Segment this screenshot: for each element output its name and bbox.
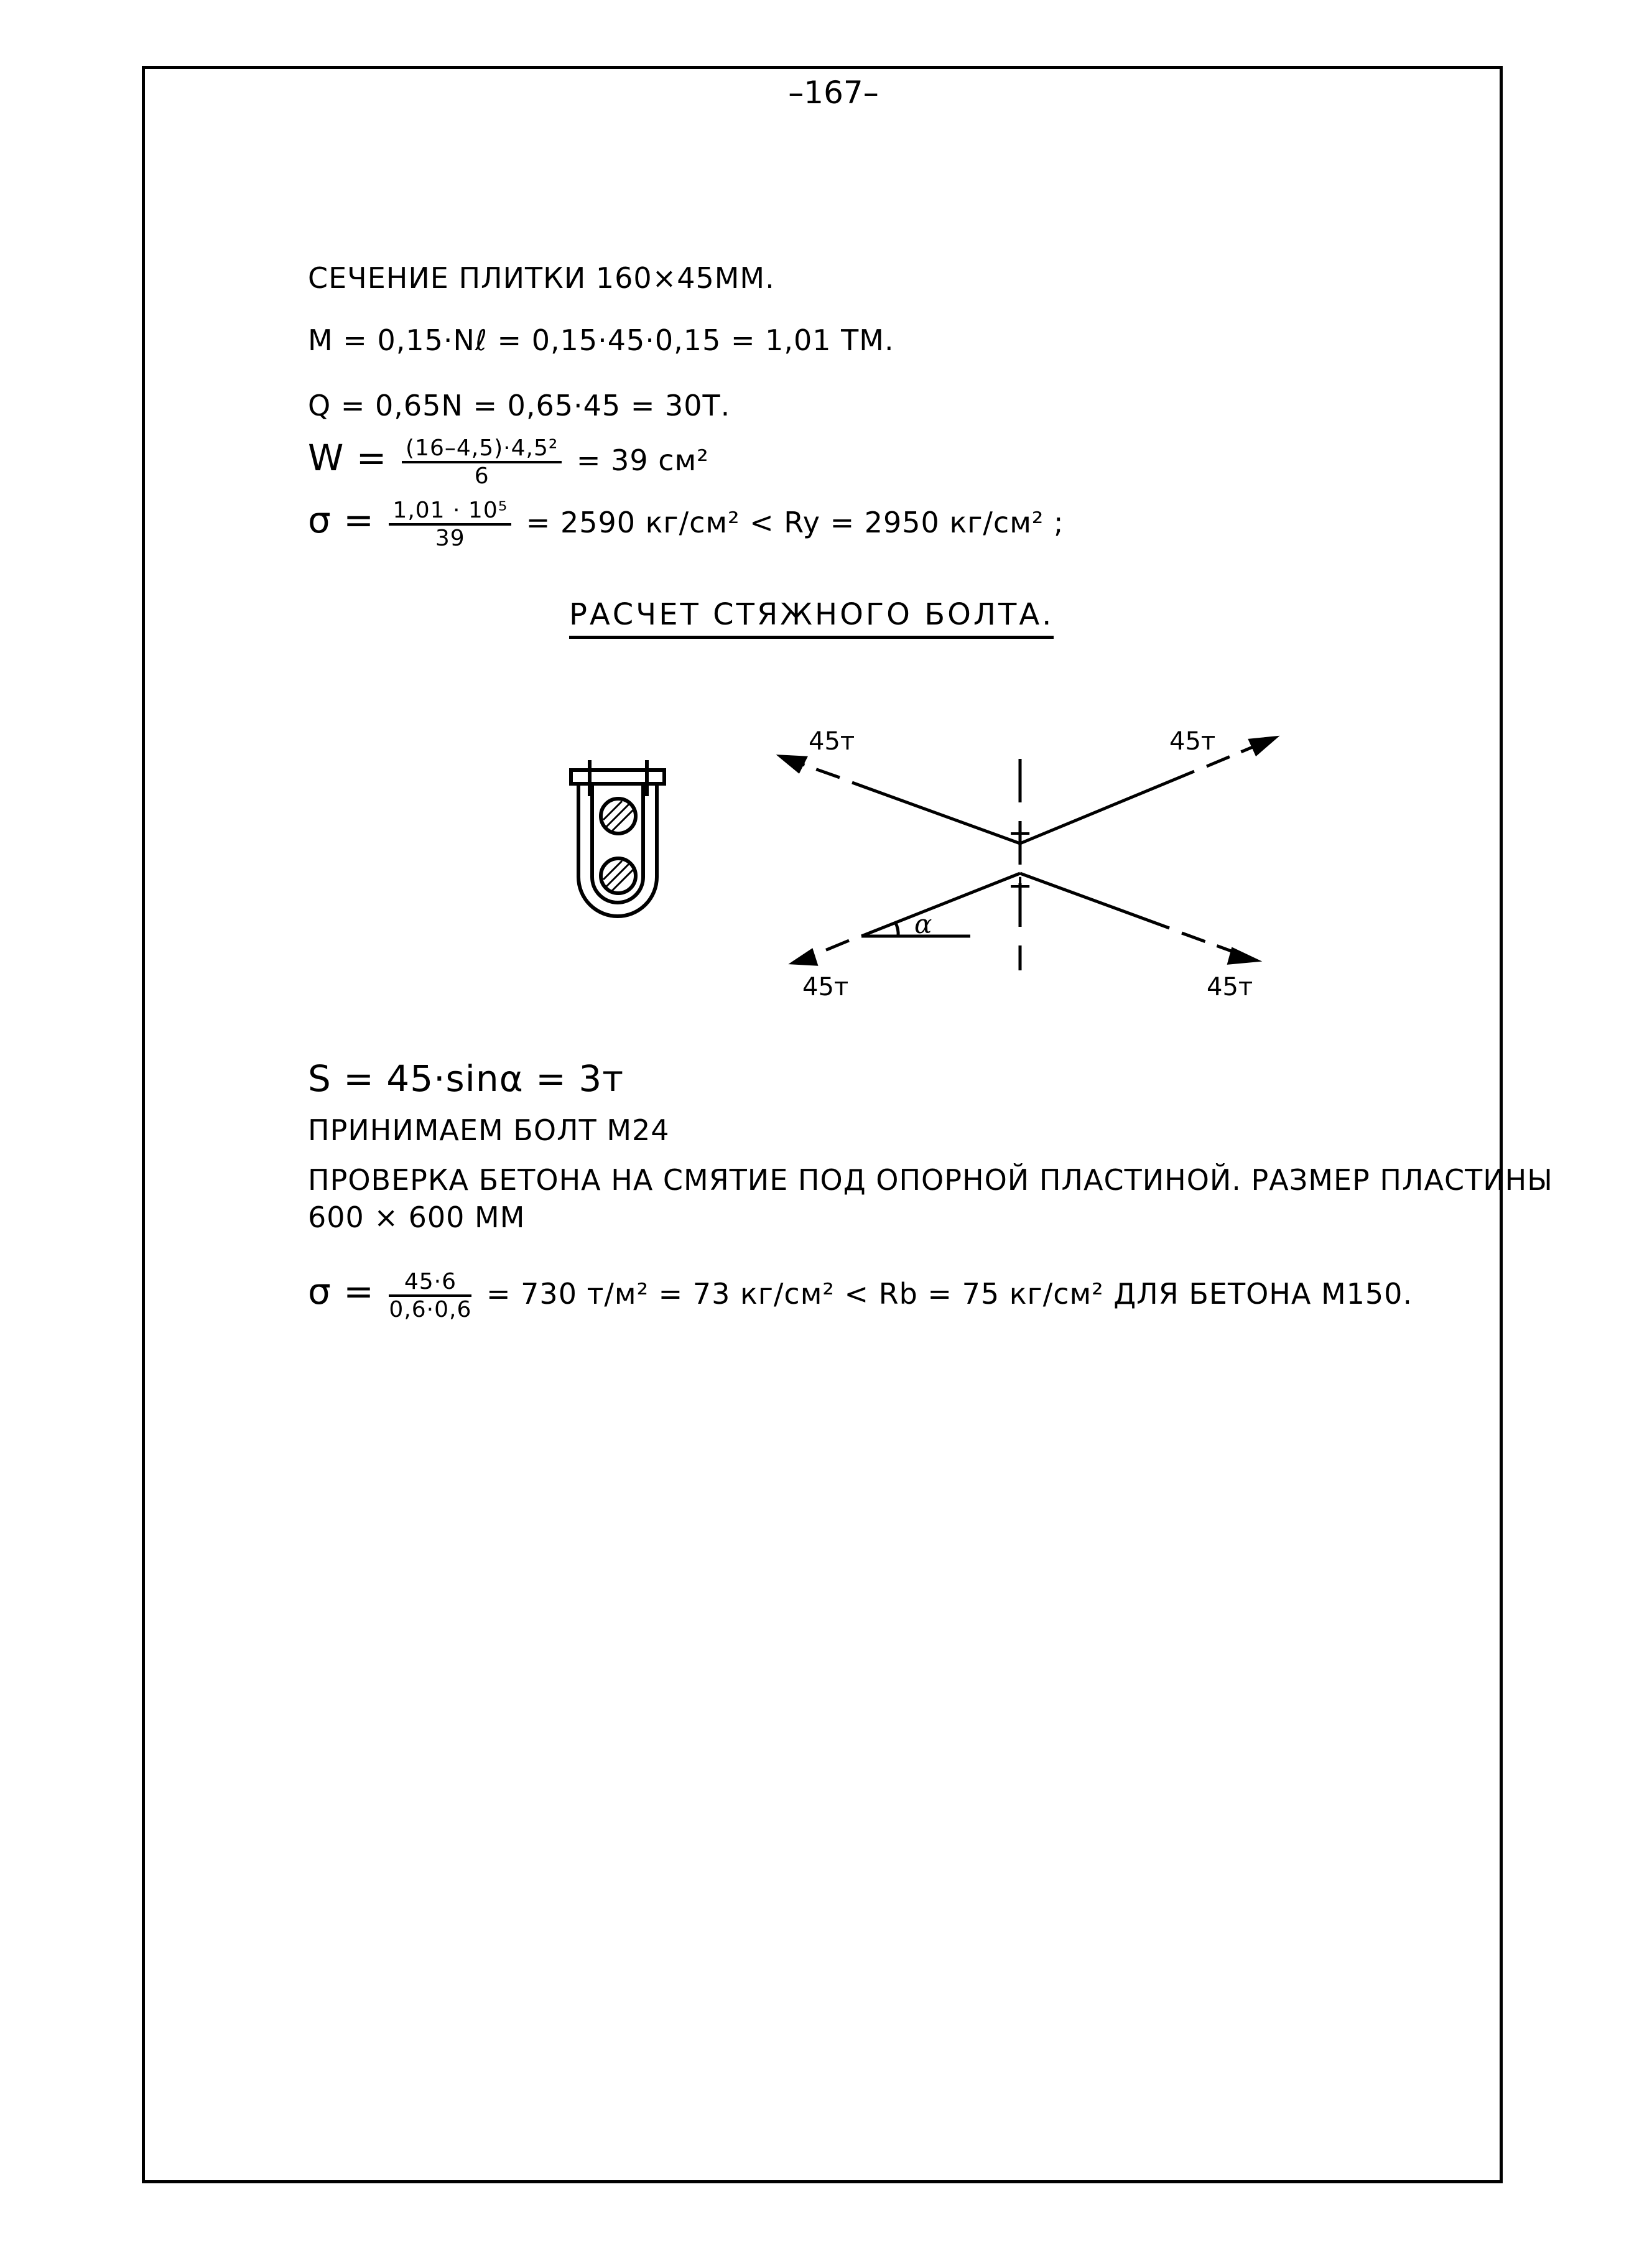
force-label-bottom-right: 45т [1207, 973, 1253, 1001]
s-formula-text: S = 45·sinα = 3т [308, 1057, 624, 1100]
section-title: СЕЧЕНИЕ ПЛИТКИ 160×45ММ. [308, 261, 775, 295]
clamp-u-outer [578, 784, 657, 916]
shear-formula: Q = 0,65N = 0,65·45 = 30Т. [308, 389, 731, 422]
section-heading: РАСЧЕТ СТЯЖНОГО БОЛТА. [569, 597, 1054, 639]
accept-bolt: ПРИНИМАЕМ БОЛТ М24 [308, 1113, 670, 1147]
sigma-numerator: 1,01 · 10⁵ [389, 498, 511, 526]
w-result: = 39 см² [576, 443, 709, 477]
page-number: –167– [788, 75, 879, 111]
plus-sign-upper: + [1008, 815, 1033, 850]
force-label-top-right: 45т [1169, 727, 1216, 756]
s-formula [308, 1057, 624, 1100]
check-concrete-line1: ПРОВЕРКА БЕТОНА НА СМЯТИЕ ПОД ОПОРНОЙ ПЛАСТИНОЙ. РАЗМЕР ПЛАСТИНЫ [308, 1163, 1553, 1197]
clamp-top-plate [571, 770, 664, 784]
moment-formula: M = 0,15·Nℓ = 0,15·45·0,15 = 1,01 ТМ. [308, 323, 894, 357]
sigma2-formula [308, 1269, 1413, 1323]
force-lines [781, 738, 1275, 964]
sigma-prefix: σ = [308, 498, 374, 541]
sigma2-fraction [389, 1269, 471, 1323]
w-prefix: W = [308, 436, 387, 479]
plus-sign-lower: + [1008, 868, 1033, 903]
w-denominator: 6 [474, 463, 490, 490]
sigma2-numerator: 45·6 [389, 1269, 471, 1297]
sigma2-result: = 730 т/м² = 73 кг/см² < Rb = 75 кг/см² ДЛЯ БЕТОНА М150. [486, 1276, 1413, 1311]
sigma2-prefix: σ = [308, 1270, 374, 1312]
sigma2-denominator: 0,6·0,6 [389, 1297, 472, 1323]
w-numerator: (16–4,5)·4,5² [402, 435, 562, 463]
angle-label: α [914, 909, 932, 939]
sigma-result: = 2590 кг/см² < Ry = 2950 кг/см² ; [526, 505, 1064, 539]
force-label-top-left: 45т [809, 727, 855, 756]
clamp-section-drawing [571, 760, 664, 916]
check-concrete-line2: 600 × 600 ММ [308, 1201, 526, 1234]
force-label-bottom-left: 45т [802, 973, 849, 1001]
sigma-denominator: 39 [435, 526, 465, 552]
